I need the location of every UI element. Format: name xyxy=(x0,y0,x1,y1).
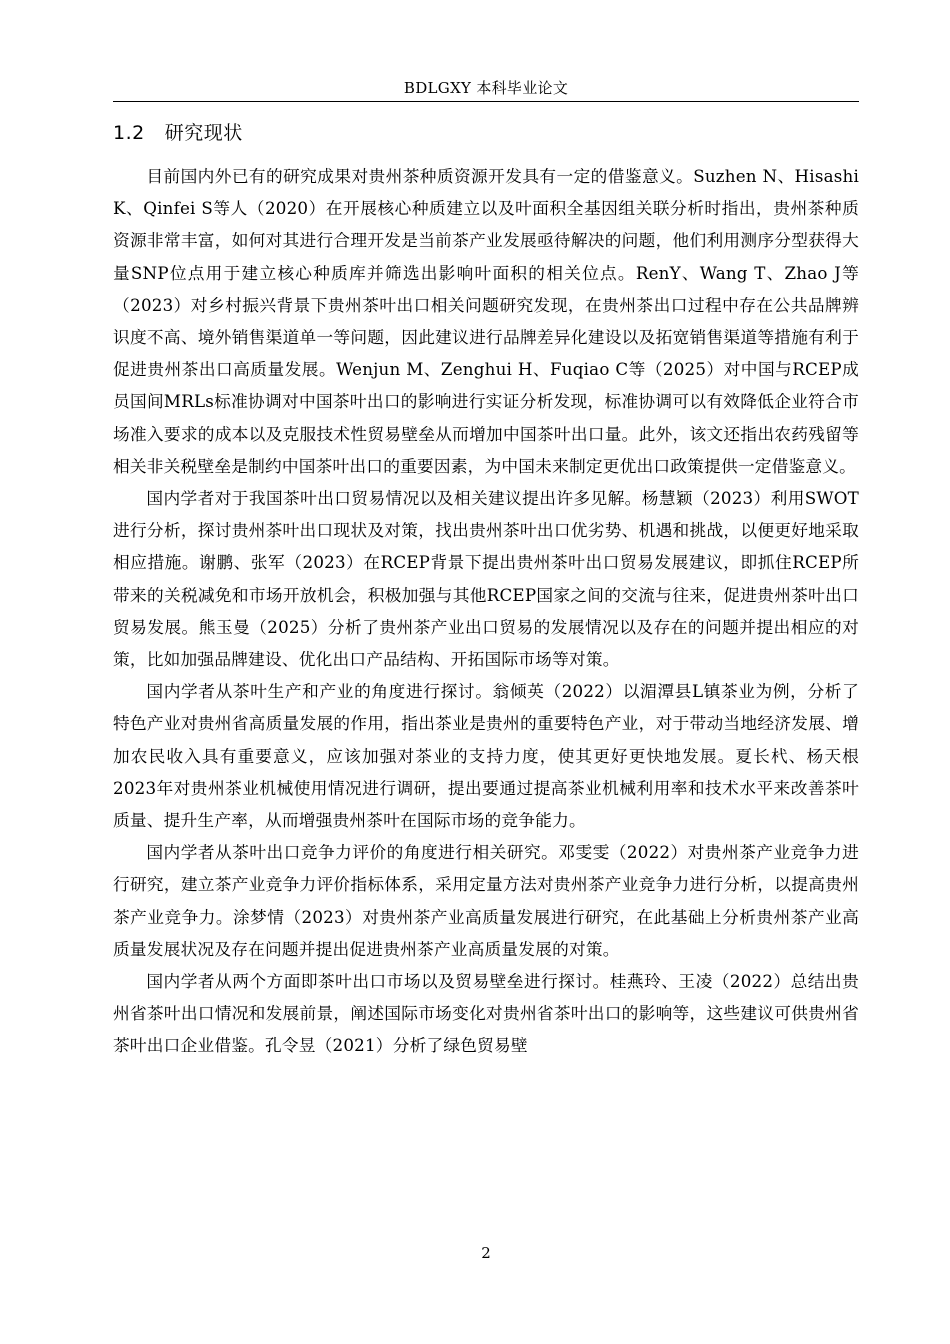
paragraph: 国内学者从茶叶出口竞争力评价的角度进行相关研究。邓雯雯（2022）对贵州茶产业竞争力进行研究，建立茶产业竞争力评价指标体系，采用定量方法对贵州茶产业竞争力进行分析，以提高贵州茶产业竞争力。涂梦情（2023）对贵州茶产业高质量发展进行研究，在此基础上分析贵州茶产业高质量发展状况及存在问题并提出促进贵州茶产业高质量发展的对策。 xyxy=(113,842,859,959)
body-text xyxy=(113,160,859,1062)
page-header: BDLGXY 本科毕业论文 xyxy=(403,79,569,97)
section-heading xyxy=(113,118,243,148)
paragraph: 国内学者从茶叶生产和产业的角度进行探讨。翁倾英（2022）以湄潭县L镇茶业为例，分析了特色产业对贵州省高质量发展的作用，指出茶业是贵州的重要特色产业，对于带动当地经济发展、增加农民收入具有重要意义，应该加强对茶业的支持力度，使其更好更快地发展。夏长杙、杨天根2023年对贵州茶业机械使用情况进行调研，提出要通过提高茶业机械利用率和技术水平来改善茶叶质量、提升生产率，从而增强贵州茶叶在国际市场的竞争能力。 xyxy=(113,681,859,831)
section-title: 研究现状 xyxy=(164,122,243,144)
paragraph: 国内学者从两个方面即茶叶出口市场以及贸易壁垒进行探讨。桂燕玲、王凌（2022）总结出贵州省茶叶出口情况和发展前景，阐述国际市场变化对贵州省茶叶出口的影响等，这些建议可供贵州省茶叶出口企业借鉴。孔令昱（2021）分析了绿色贸易壁 xyxy=(113,971,859,1056)
page-number: 2 xyxy=(481,1244,491,1262)
paragraph: 目前国内外已有的研究成果对贵州茶种质资源开发具有一定的借鉴意义。Suzhen N、Hisashi K、Qinfei S等人（2020）在开展核心种质建立以及叶面积全基因组关联分析时指出，贵州茶种质资源非常丰富，如何对其进行合理开发是当前茶产业发展亟待解决的问题，他们利用测序分型获得大量SNP位点用于建立核心种质库并筛选出影响叶面积的相关位点。RenY、Wang T、Zhao J等（2023）对乡村振兴背景下贵州茶叶出口相关问题研究发现，在贵州茶出口过程中存在公共品牌辨识度不高、境外销售渠道单一等问题，因此建议进行品牌差异化建设以及拓宽销售渠道等措施有利于促进贵州茶出口高质量发展。Wenjun M、Zenghui H、Fuqiao C等（2025）对中国与RCEP成员国间MRLs标准协调对中国茶叶出口的影响进行实证分析发现，标准协调可以有效降低企业符合市场准入要求的成本以及克服技术性贸易壁垒从而增加中国茶叶出口量。此外，该文还指出农药残留等相关非关税壁垒是制约中国茶叶出口的重要因素，为中国未来制定更优出口政策提供一定借鉴意义。 xyxy=(113,166,859,476)
paragraph: 国内学者对于我国茶叶出口贸易情况以及相关建议提出许多见解。杨慧颖（2023）利用SWOT进行分析，探讨贵州茶叶出口现状及对策，找出贵州茶叶出口优劣势、机遇和挑战，以便更好地采取相应措施。谢鹏、张军（2023）在RCEP背景下提出贵州茶叶出口贸易发展建议，即抓住RCEP所带来的关税减免和市场开放机会，积极加强与其他RCEP国家之间的交流与往来，促进贵州茶叶出口贸易发展。熊玉曼（2025）分析了贵州茶产业出口贸易的发展情况以及存在的问题并提出相应的对策，比如加强品牌建设、优化出口产品结构、开拓国际市场等对策。 xyxy=(113,488,859,670)
header-rule xyxy=(113,101,859,102)
section-number: 1.2 xyxy=(113,122,145,144)
